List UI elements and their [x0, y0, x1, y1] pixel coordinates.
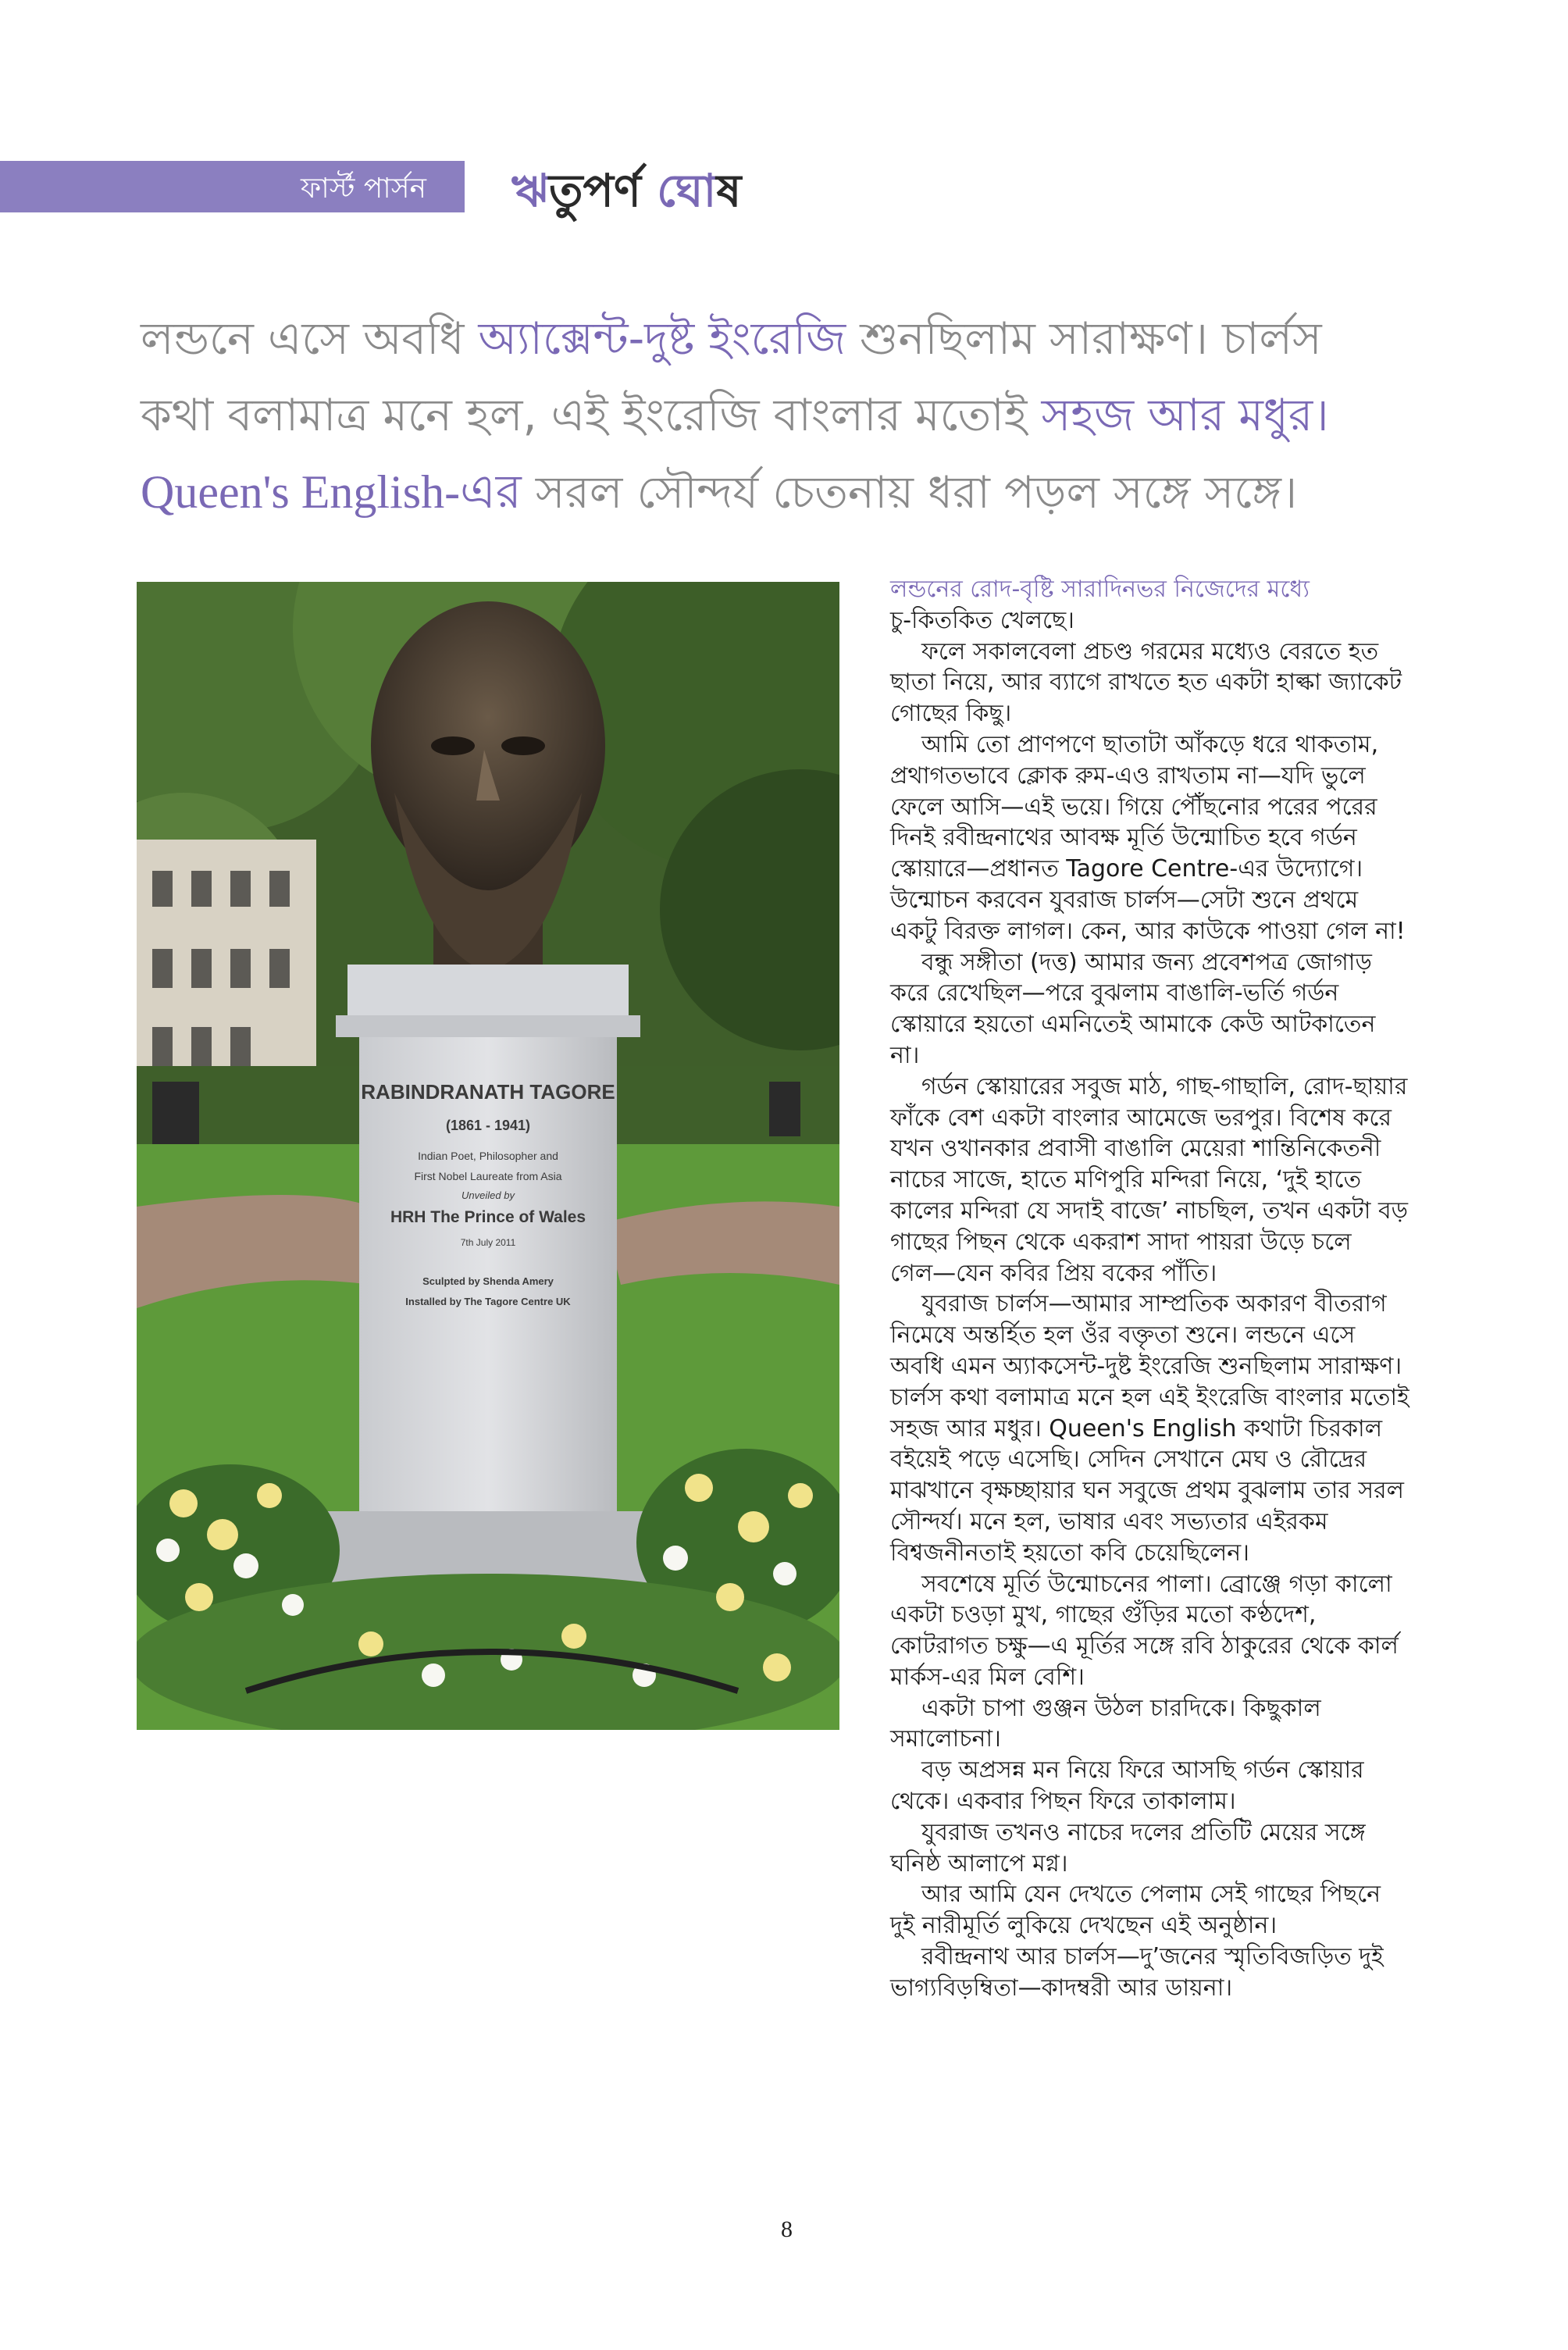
body-line: লন্ডনের রোদ-বৃষ্টি সারাদিনভর নিজেদের মধ্যে: [890, 576, 1310, 603]
body-line: গোছের কিছু।: [890, 700, 1012, 728]
author-name-part: ষ: [716, 164, 742, 217]
intro-segment: সহজ আর মধুর।: [1041, 390, 1329, 441]
body-line: ফেলে আসি—এই ভয়ে। গিয়ে পৌঁছনোর পরের পরের: [890, 793, 1377, 821]
body-line: একটু বিরক্ত লাগল। কেন, আর কাউকে পাওয়া গেল না!: [890, 917, 1406, 945]
body-line: থেকে। একবার পিছন ফিরে তাকালাম।: [890, 1788, 1236, 1816]
body-line: যখন ওখানকার প্রবাসী বাঙালি মেয়েরা শান্তিনিকেতনী: [890, 1135, 1381, 1163]
body-line: উন্মোচন করবেন যুবরাজ চার্লস—সেটা শুনে প্রথমে: [890, 886, 1359, 914]
body-line: আমি তো প্রাণপণে ছাতাটা আঁকড়ে ধরে থাকতাম,: [921, 730, 1379, 758]
plaque-desc-1: Indian Poet, Philosopher and: [418, 1150, 558, 1162]
body-line: গর্ডন স্কোয়ারের সবুজ মাঠ, গাছ-গাছালি, রোদ-ছায়ার: [921, 1072, 1408, 1100]
section-label: ফার্স্ট পার্সন: [301, 173, 427, 205]
body-line: সবশেষে মূর্তি উন্মোচনের পালা। ব্রোঞ্জে গড়া কালো: [921, 1570, 1392, 1598]
author-name-part: ঘো: [657, 164, 717, 217]
plaque-installed: Installed by The Tagore Centre UK: [405, 1296, 571, 1307]
body-line: মাঝখানে বৃক্ষচ্ছায়ার ঘন সবুজে প্রথম বুঝলাম তার সরল: [890, 1477, 1404, 1505]
plaque-unveiled: Unveiled by: [461, 1189, 515, 1201]
body-line: বইয়েই পড়ে এসেছি। সেদিন সেখানে মেঘ ও রৌদ্রের: [890, 1446, 1367, 1474]
body-line: না।: [890, 1041, 920, 1069]
body-line: একটা চাপা গুঞ্জন উঠল চারদিকে। কিছুকাল: [921, 1694, 1321, 1722]
intro-line: [141, 454, 1484, 531]
body-line: বন্ধু সঙ্গীতা (দত্ত) আমার জন্য প্রবেশপত্র জোগাড়: [921, 948, 1372, 976]
body-line: ছাতা নিয়ে, আর ব্যাগে রাখতে হত একটা হাল্কা জ্যাকেট: [890, 669, 1402, 697]
plaque-date: 7th July 2011: [460, 1237, 516, 1248]
body-line: অবধি এমন অ্যাকসেন্ট-দুষ্ট ইংরেজি শুনছিলাম সারাক্ষণ।: [890, 1352, 1402, 1380]
body-line: কোটরাগত চক্ষু—এ মূর্তির সঙ্গে রবি ঠাকুরের থেকে কার্ল: [890, 1632, 1399, 1660]
plaque-sculpted: Sculpted by Shenda Amery: [422, 1275, 554, 1287]
body-line: ফলে সকালবেলা প্রচণ্ড গরমের মধ্যেও বেরতে হত: [921, 637, 1379, 665]
body-line: যুবরাজ চার্লস—আমার সাম্প্রতিক অকারণ বীতরাগ: [921, 1290, 1387, 1318]
intro-line: [141, 377, 1484, 454]
body-line: যুবরাজ তখনও নাচের দলের প্রতিটি মেয়ের সঙ্গে: [921, 1818, 1366, 1846]
body-line: ভাগ্যবিড়ম্বিতা—কাদম্বরী আর ডায়না।: [890, 1974, 1233, 2002]
plaque-desc-2: First Nobel Laureate from Asia: [414, 1170, 562, 1182]
body-line: স্কোয়ারে—প্রধানত Tagore Centre-এর উদ্যোগে।: [890, 855, 1363, 883]
body-line: নাচের সাজে, হাতে মণিপুরি মন্দিরা নিয়ে, ‘দুই হাতে: [890, 1166, 1362, 1194]
body-line: চু-কিতকিত খেলছে।: [890, 606, 1074, 634]
body-line: গেল—যেন কবির প্রিয় বকের পাঁতি।: [890, 1259, 1217, 1287]
intro-segment: শুনছিলাম সারাক্ষণ। চার্লস: [846, 313, 1322, 365]
article-body: [890, 574, 1484, 2004]
body-line: দুই নারীমূর্তি লুকিয়ে দেখছেন এই অনুষ্ঠান।: [890, 1912, 1278, 1940]
body-line: গাছের পিছন থেকে একরাশ সাদা পায়রা উড়ে চলে: [890, 1228, 1352, 1256]
plaque-name: RABINDRANATH TAGORE: [361, 1080, 615, 1104]
body-line: প্রথাগতভাবে ক্লোক রুম-এও রাখতাম না—যদি ভুলে: [890, 761, 1366, 790]
body-line: বিশ্বজনীনতাই হয়তো কবি চেয়েছিলেন।: [890, 1539, 1249, 1567]
body-line: দিনই রবীন্দ্রনাথের আবক্ষ মূর্তি উন্মোচিত হবে গর্ডন: [890, 824, 1357, 852]
intro-segment: কথা বলামাত্র মনে হল, এই ইংরেজি বাংলার মতোই: [141, 390, 1042, 441]
body-line: সহজ আর মধুর। Queen's English কথাটা চিরকাল: [890, 1414, 1383, 1442]
body-line: কালের মন্দিরা যে সদাই বাজে’ নাচছিল, তখন একটা বড়: [890, 1196, 1409, 1225]
body-line: আর আমি যেন দেখতে পেলাম সেই গাছের পিছনে: [921, 1881, 1381, 1909]
body-line: ঘনিষ্ঠ আলাপে মগ্ন।: [890, 1849, 1068, 1878]
body-line: সমালোচনা।: [890, 1725, 1001, 1753]
intro-segment: লন্ডনে এসে অবধি: [141, 313, 479, 365]
body-line: স্কোয়ারে হয়তো এমনিতেই আমাকে কেউ আটকাতেন: [890, 1011, 1376, 1039]
author-name-part: ঋ: [511, 164, 549, 217]
body-line: চার্লস কথা বলামাত্র মনে হল এই ইংরেজি বাংলার মতোই: [890, 1383, 1409, 1411]
author-name: [511, 156, 741, 232]
body-line: বড় অপ্রসন্ন মন নিয়ে ফিরে আসছি গর্ডন স্কোয়ার: [921, 1756, 1364, 1785]
page-number: 8: [781, 2216, 793, 2242]
body-line: রবীন্দ্রনাথ আর চার্লস—দু’জনের স্মৃতিবিজড়িত দুই: [921, 1943, 1384, 1971]
body-line: একটা চওড়া মুখ, গাছের গুঁড়ির মতো কণ্ঠদেশ,: [890, 1601, 1317, 1629]
author-name-part: তুপর্ণ: [548, 164, 641, 217]
intro-segment: সরল সৌন্দর্য চেতনায় ধরা পড়ল সঙ্গে সঙ্গে।: [521, 467, 1298, 519]
intro-pull-quote: [141, 301, 1484, 531]
body-line: নিমেষে অন্তর্হিত হল ওঁর বক্তৃতা শুনে। লন্ডনে এসে: [890, 1321, 1356, 1350]
body-line: ফাঁকে বেশ একটা বাংলার আমেজে ভরপুর। বিশেষ করে: [890, 1104, 1392, 1132]
plaque-hrh: HRH The Prince of Wales: [390, 1208, 586, 1226]
body-line: করে রেখেছিল—পরে বুঝলাম বাঙালি-ভর্তি গর্ডন: [890, 979, 1339, 1007]
intro-segment: Queen's English-এর: [141, 466, 522, 518]
body-line: মার্কস-এর মিল বেশি।: [890, 1663, 1085, 1691]
body-line: সৌন্দর্য। মনে হল, ভাষার এবং সভ্যতার এইরকম: [890, 1507, 1328, 1535]
tagore-bust-photo: [137, 582, 839, 1730]
intro-line: [141, 301, 1484, 377]
plaque-years: (1861 - 1941): [445, 1118, 531, 1133]
intro-segment: অ্যাক্সেন্ট-দুষ্ট ইংরেজি: [478, 313, 846, 365]
